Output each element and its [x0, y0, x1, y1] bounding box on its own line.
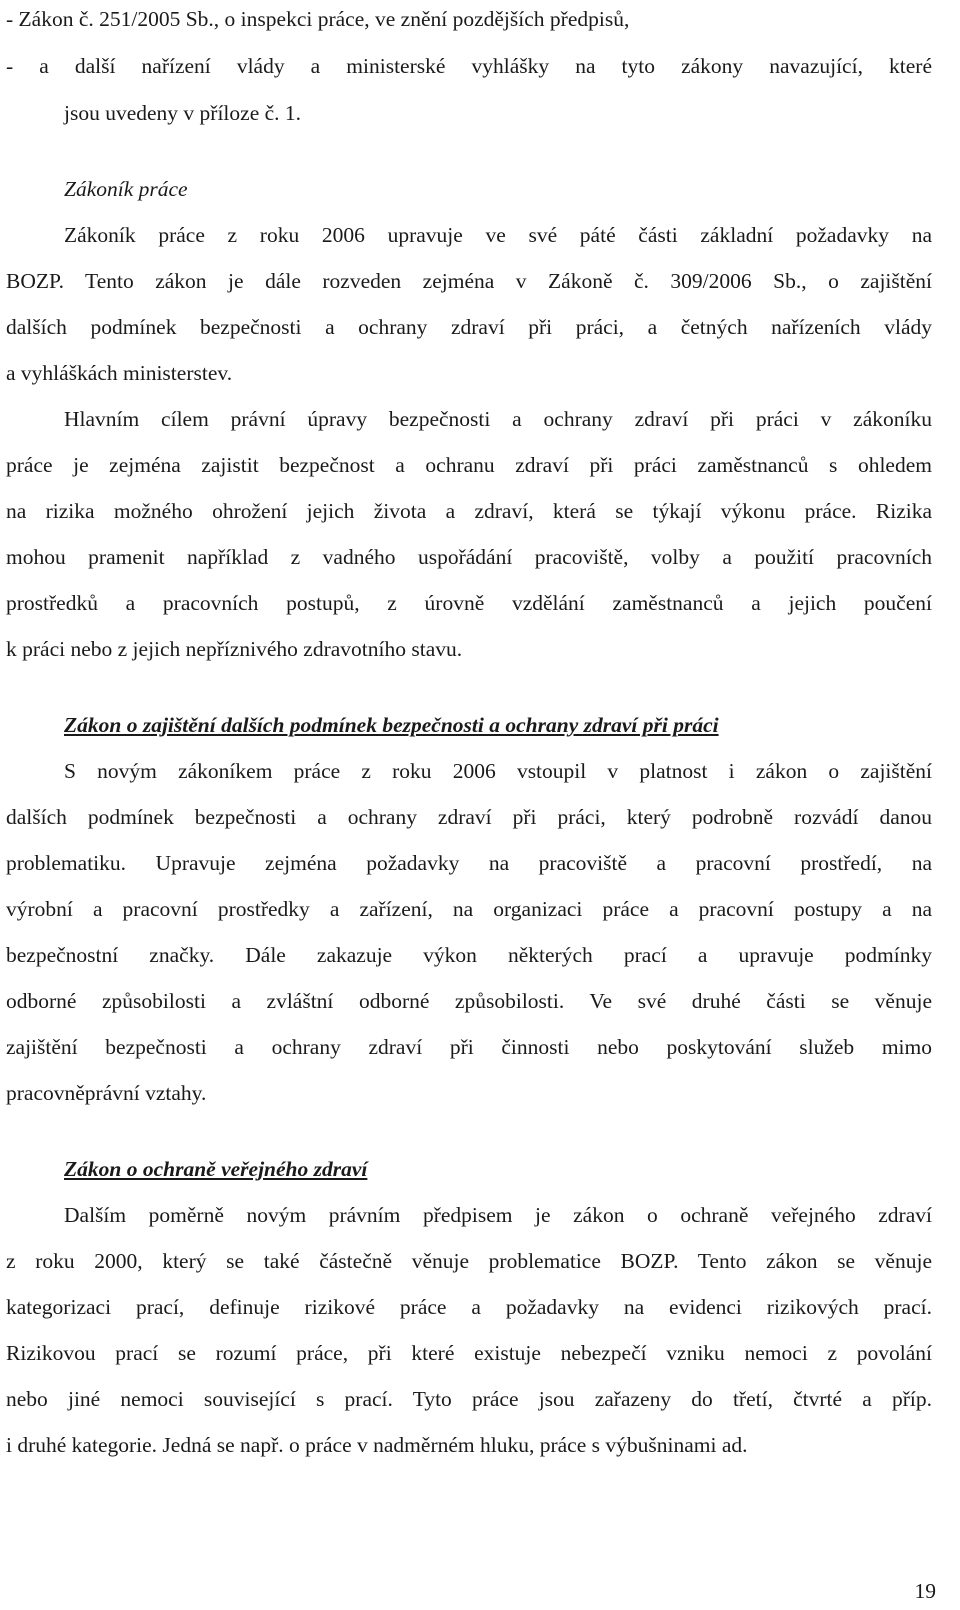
- paragraph-line: zajištění bezpečnosti a ochrany zdraví při činnosti nebo poskytování služeb mimo: [6, 1035, 932, 1059]
- paragraph-line: práce je zejména zajistit bezpečnost a ochranu zdraví při práci zaměstnanců s ohledem: [6, 453, 932, 477]
- paragraph-line: nebo jiné nemoci související s prací. Tyto práce jsou zařazeny do třetí, čtvrté a příp.: [6, 1387, 932, 1411]
- paragraph-line: dalších podmínek bezpečnosti a ochrany zdraví při práci, a četných nařízeních vlády: [6, 315, 932, 339]
- paragraph-line: na rizika možného ohrožení jejich života a zdraví, která se týkají výkonu práce. Rizika: [6, 499, 932, 523]
- paragraph-line: BOZP. Tento zákon je dále rozveden zejména v Zákoně č. 309/2006 Sb., o zajištění: [6, 269, 932, 293]
- paragraph-line: k práci nebo z jejich nepříznivého zdravotního stavu.: [6, 637, 463, 661]
- paragraph-line: mohou pramenit například z vadného uspořádání pracoviště, volby a použití pracovních: [6, 545, 932, 569]
- paragraph-line: výrobní a pracovní prostředky a zařízení, na organizaci práce a pracovní postupy a na: [6, 897, 932, 921]
- paragraph-line: dalších podmínek bezpečnosti a ochrany zdraví při práci, který podrobně rozvádí danou: [6, 805, 932, 829]
- paragraph-line: a vyhláškách ministerstev.: [6, 361, 233, 385]
- paragraph-line: kategorizaci prací, definuje rizikové práce a požadavky na evidenci rizikových prací.: [6, 1295, 932, 1319]
- list-item-continuation: jsou uvedeny v příloze č. 1.: [64, 101, 302, 125]
- paragraph-line: Zákoník práce z roku 2006 upravuje ve své páté části základní požadavky na: [64, 223, 932, 247]
- page-number: 19: [914, 1579, 936, 1603]
- section-heading-zakonik-prace: Zákoník práce: [64, 177, 188, 201]
- paragraph-line: Dalším poměrně novým právním předpisem je zákon o ochraně veřejného zdraví: [64, 1203, 932, 1227]
- section-heading-zakon-o-zajisteni: Zákon o zajištění dalších podmínek bezpečnosti a ochrany zdraví při práci: [64, 713, 719, 737]
- paragraph-line: Rizikovou prací se rozumí práce, při které existuje nebezpečí vzniku nemoci z povolání: [6, 1341, 932, 1365]
- paragraph-line: z roku 2000, který se také částečně věnuje problematice BOZP. Tento zákon se věnuje: [6, 1249, 932, 1273]
- paragraph-line: prostředků a pracovních postupů, z úrovně vzdělání zaměstnanců a jejich poučení: [6, 591, 932, 615]
- paragraph-line: odborné způsobilosti a zvláštní odborné způsobilosti. Ve své druhé části se věnuje: [6, 989, 932, 1013]
- paragraph-line: bezpečnostní značky. Dále zakazuje výkon některých prací a upravuje podmínky: [6, 943, 932, 967]
- section-heading-zakon-o-ochrane: Zákon o ochraně veřejného zdraví: [64, 1157, 368, 1181]
- paragraph-line: i druhé kategorie. Jedná se např. o práce v nadměrném hluku, práce s výbušninami ad.: [6, 1433, 748, 1457]
- list-item: - a další nařízení vlády a ministerské vyhlášky na tyto zákony navazující, které: [6, 54, 932, 78]
- paragraph-line: pracovněprávní vztahy.: [6, 1081, 207, 1105]
- paragraph-line: S novým zákoníkem práce z roku 2006 vstoupil v platnost i zákon o zajištění: [64, 759, 932, 783]
- paragraph-line: problematiku. Upravuje zejména požadavky na pracoviště a pracovní prostředí, na: [6, 851, 932, 875]
- list-item: - Zákon č. 251/2005 Sb., o inspekci práce, ve znění pozdějších předpisů,: [6, 7, 630, 31]
- paragraph-line: Hlavním cílem právní úpravy bezpečnosti a ochrany zdraví při práci v zákoníku: [64, 407, 932, 431]
